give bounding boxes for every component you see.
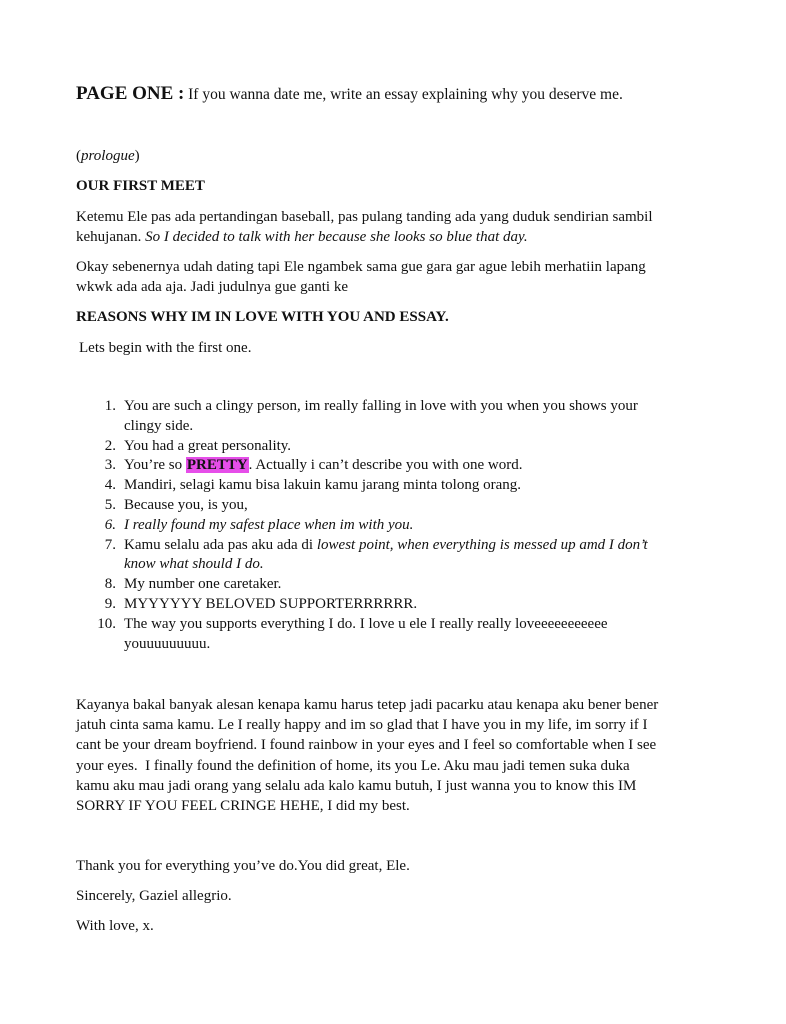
para1-italic: So I decided to talk with her because she looks so blue that day. — [145, 229, 528, 245]
reasons-intro: Lets begin with the first one. — [79, 340, 252, 356]
list-item — [76, 456, 716, 476]
prologue-close-paren: ) — [134, 148, 140, 164]
list-number: 3. — [104, 457, 116, 474]
list-number: 7. — [104, 536, 116, 553]
list-text: You had a great personality. — [124, 437, 292, 454]
list-text: The way you supports everything I do. I love u ele I really really loveeeeeeeeeee — [124, 615, 608, 632]
prologue-word: prologue — [81, 148, 135, 164]
first-meet-para2-line2: wkwk ada ada aja. Jadi judulnya gue ganti ke — [76, 279, 348, 295]
thanks-line: Thank you for everything you’ve do.You did great, Ele. — [76, 858, 410, 874]
list-number: 6. — [104, 516, 116, 533]
list-text: Kamu selalu ada pas aku ada di — [124, 536, 317, 553]
list-text: Mandiri, selagi kamu bisa lakuin kamu jarang minta tolong orang. — [124, 477, 521, 494]
first-meet-para1-line1: Ketemu Ele pas ada pertandingan baseball, pas pulang tanding ada yang duduk sendirian sambil — [76, 209, 653, 225]
list-text-after: . Actually i can’t describe you with one word. — [248, 457, 523, 474]
list-number: 9. — [104, 595, 116, 612]
list-number: 8. — [104, 576, 116, 593]
list-text: You’re so — [124, 457, 186, 474]
highlighted-word: PRETTY — [186, 457, 248, 474]
page-title — [76, 82, 623, 107]
prologue-open-paren: ( — [76, 148, 81, 164]
list-item — [76, 496, 716, 516]
list-text-cont: know what should I do. — [124, 556, 264, 573]
para1-plain: kehujanan. — [76, 229, 146, 245]
list-text: I really found my safest place when im with you. — [124, 516, 414, 533]
list-item — [76, 397, 716, 437]
list-number: 4. — [104, 477, 116, 494]
sincerely-line: Sincerely, Gaziel allegrio. — [76, 888, 232, 904]
list-item — [76, 536, 716, 576]
closing-line: cant be your dream boyfriend. I found rainbow in your eyes and I feel so comfortable when I see — [76, 737, 657, 754]
list-number: 2. — [104, 437, 116, 454]
page-title-text: If you wanna date me, write an essay explaining why you deserve me. — [188, 86, 623, 103]
closing-line: your eyes. I finally found the definition of home, its you Le. Aku mau jadi temen suka duka — [76, 757, 630, 774]
list-text-cont: youuuuuuuuu. — [124, 635, 211, 652]
closing-line: Kayanya bakal banyak alesan kenapa kamu harus tetep jadi pacarku atau kenapa aku bener bener — [76, 697, 659, 713]
first-meet-para1-line2 — [76, 227, 528, 247]
list-item — [76, 437, 716, 457]
list-item — [76, 575, 716, 595]
list-text: My number one caretaker. — [124, 576, 282, 593]
closing-paragraph — [76, 695, 716, 816]
reasons-list — [76, 397, 716, 654]
page-title-bold: PAGE ONE : — [76, 83, 185, 104]
with-love-line: With love, x. — [76, 918, 154, 934]
first-meet-para2-line1: Okay sebenernya udah dating tapi Ele ngambek sama gue gara gar ague lebih merhatiin lapang — [76, 259, 646, 275]
list-item — [76, 516, 716, 536]
list-item — [76, 615, 716, 655]
list-number: 1. — [104, 398, 116, 414]
list-text-italic: lowest point, when everything is messed up amd I don’t — [316, 536, 648, 553]
closing-line: jatuh cinta sama kamu. Le I really happy and im so glad that I have you in my life, im sorry if I — [76, 717, 648, 734]
list-text: Because you, is you, — [124, 496, 248, 513]
closing-line: kamu aku mau jadi orang yang selalu ada kalo kamu butuh, I just wanna you to know this IM — [76, 777, 637, 794]
list-text: You are such a clingy person, im really falling in love with you when you shows your — [124, 398, 638, 414]
list-number: 10. — [97, 615, 116, 632]
list-text-cont: clingy side. — [124, 417, 194, 434]
first-meet-heading: OUR FIRST MEET — [76, 178, 205, 194]
reasons-heading: REASONS WHY IM IN LOVE WITH YOU AND ESSAY. — [76, 309, 449, 325]
list-item — [76, 476, 716, 496]
closing-line: SORRY IF YOU FEEL CRINGE HEHE, I did my best. — [76, 798, 410, 815]
list-number: 5. — [104, 496, 116, 513]
list-item — [76, 595, 716, 615]
prologue-label — [76, 146, 140, 166]
list-text: MYYYYYY BELOVED SUPPORTERRRRRR. — [124, 595, 418, 612]
